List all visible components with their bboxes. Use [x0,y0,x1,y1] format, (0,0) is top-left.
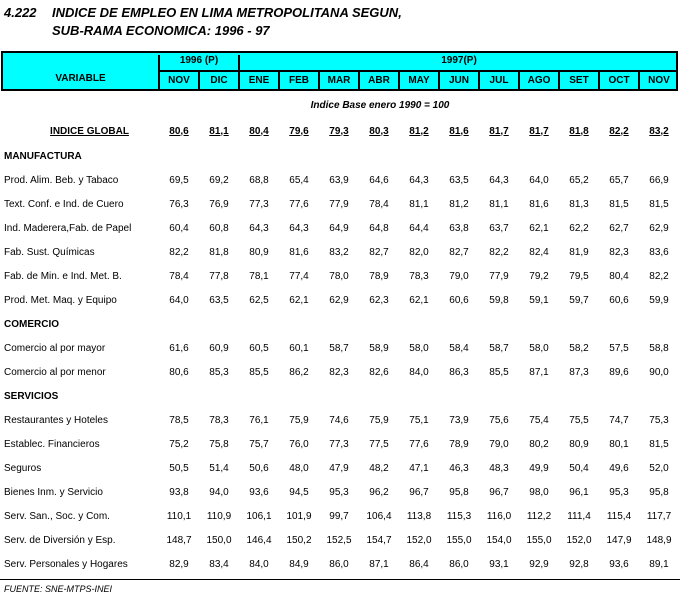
cell-value: 86,3 [449,366,469,378]
cell-value: 75,4 [529,414,549,426]
cell-value: 48,2 [369,462,389,474]
cell-value: 81,2 [449,198,469,210]
source-note: FUENTE: SNE-MTPS-INEI [4,584,113,594]
cell-value: 82,2 [609,125,629,137]
row-label: Serv. San., Soc. y Com. [4,510,110,522]
cell-value: 81,1 [209,125,229,137]
cell-value: 59,7 [569,294,589,306]
cell-value: 63,7 [489,222,509,234]
cell-value: 82,6 [369,366,389,378]
cell-value: 79,5 [569,270,589,282]
cell-value: 87,1 [369,558,389,570]
cell-value: 81,5 [649,438,669,450]
cell-value: 95,8 [449,486,469,498]
cell-value: 64,4 [409,222,429,234]
cell-value: 58,8 [649,342,669,354]
cell-value: 84,0 [409,366,429,378]
cell-value: 80,4 [249,125,269,137]
cell-value: 62,9 [649,222,669,234]
cell-value: 77,3 [329,438,349,450]
cell-value: 87,3 [569,366,589,378]
cell-value: 95,3 [609,486,629,498]
cell-value: 82,7 [369,246,389,258]
row-label: Seguros [4,462,42,474]
table-row [0,432,679,456]
cell-value: 82,3 [609,246,629,258]
cell-value: 93,8 [169,486,189,498]
row-label: Comercio al por menor [4,366,106,378]
cell-value: 81,8 [209,246,229,258]
cell-value: 48,3 [489,462,509,474]
table-row [0,360,679,384]
year-1996-header: 1996 (P) [158,55,238,71]
row-label: Fab. de Min. e Ind. Met. B. [4,270,122,282]
row-label: Comercio al por mayor [4,342,106,354]
cell-value: 64,0 [169,294,189,306]
cell-value: 74,6 [329,414,349,426]
row-label: SERVICIOS [4,390,59,402]
cell-value: 78,5 [169,414,189,426]
table-row [0,264,679,288]
cell-value: 81,1 [409,198,429,210]
cell-value: 106,4 [366,510,392,522]
cell-value: 96,1 [569,486,589,498]
cell-value: 147,9 [606,534,632,546]
cell-value: 68,8 [249,174,269,186]
cell-value: 75,1 [409,414,429,426]
month-header: NOV [158,72,198,89]
month-header: MAY [398,72,438,89]
cell-value: 60,8 [209,222,229,234]
cell-value: 110,9 [206,510,232,522]
cell-value: 82,9 [169,558,189,570]
cell-value: 64,8 [369,222,389,234]
cell-value: 62,1 [409,294,429,306]
cell-value: 81,7 [489,125,509,137]
cell-value: 75,9 [369,414,389,426]
cell-value: 77,6 [289,198,309,210]
section-header [0,312,679,336]
cell-value: 58,7 [329,342,349,354]
cell-value: 84,9 [289,558,309,570]
cell-value: 62,7 [609,222,629,234]
cell-value: 80,4 [609,270,629,282]
cell-value: 117,7 [646,510,672,522]
cell-value: 112,2 [526,510,552,522]
cell-value: 60,1 [289,342,309,354]
row-label: Restaurantes y Hoteles [4,414,108,426]
table-row [0,408,679,432]
cell-value: 83,6 [649,246,669,258]
cell-value: 51,4 [209,462,229,474]
cell-value: 81,8 [569,125,589,137]
cell-value: 113,8 [406,510,432,522]
row-label: Serv. de Diversión y Esp. [4,534,116,546]
cell-value: 81,1 [489,198,509,210]
cell-value: 146,4 [246,534,272,546]
cell-value: 82,2 [169,246,189,258]
cell-value: 77,9 [329,198,349,210]
table-row [0,528,679,552]
cell-value: 93,6 [609,558,629,570]
row-label: Establec. Financieros [4,438,100,450]
cell-value: 63,9 [329,174,349,186]
cell-value: 74,7 [609,414,629,426]
month-header: NOV [638,72,678,89]
cell-value: 76,1 [249,414,269,426]
cell-value: 59,9 [649,294,669,306]
data-table [0,118,679,576]
cell-value: 77,6 [409,438,429,450]
cell-value: 77,8 [209,270,229,282]
month-header: OCT [598,72,638,89]
cell-value: 58,9 [369,342,389,354]
cell-value: 80,9 [249,246,269,258]
cell-value: 64,3 [289,222,309,234]
cell-value: 83,4 [209,558,229,570]
cell-value: 94,5 [289,486,309,498]
cell-value: 81,5 [609,198,629,210]
row-label: Bienes Inm. y Servicio [4,486,103,498]
cell-value: 81,6 [529,198,549,210]
cell-value: 64,3 [409,174,429,186]
cell-value: 75,8 [209,438,229,450]
cell-value: 50,6 [249,462,269,474]
cell-value: 78,4 [169,270,189,282]
cell-value: 82,0 [409,246,429,258]
cell-value: 90,0 [649,366,669,378]
cell-value: 78,9 [449,438,469,450]
table-row [0,456,679,480]
month-header: JUL [478,72,518,89]
section-header [0,384,679,408]
cell-value: 152,5 [326,534,352,546]
cell-value: 81,6 [289,246,309,258]
cell-value: 57,5 [609,342,629,354]
cell-value: 82,2 [649,270,669,282]
cell-value: 87,1 [529,366,549,378]
cell-value: 98,0 [529,486,549,498]
table-row [0,216,679,240]
cell-value: 58,0 [529,342,549,354]
table-row [0,192,679,216]
cell-value: 86,2 [289,366,309,378]
cell-value: 92,9 [529,558,549,570]
row-label: Serv. Personales y Hogares [4,558,128,570]
cell-value: 62,9 [329,294,349,306]
cell-value: 77,4 [289,270,309,282]
month-header: JUN [438,72,478,89]
cell-value: 81,6 [449,125,469,137]
cell-value: 89,1 [649,558,669,570]
cell-value: 59,1 [529,294,549,306]
cell-value: 60,6 [449,294,469,306]
table-row [0,288,679,312]
month-header: SET [558,72,598,89]
cell-value: 66,9 [649,174,669,186]
cell-value: 69,2 [209,174,229,186]
cell-value: 59,8 [489,294,509,306]
cell-value: 65,2 [569,174,589,186]
cell-value: 60,6 [609,294,629,306]
cell-value: 82,2 [489,246,509,258]
cell-value: 62,1 [289,294,309,306]
cell-value: 148,9 [646,534,672,546]
cell-value: 82,7 [449,246,469,258]
row-label: Prod. Met. Maq. y Equipo [4,294,117,306]
cell-value: 64,0 [529,174,549,186]
row-label: Text. Conf. e Ind. de Cuero [4,198,124,210]
cell-value: 77,9 [489,270,509,282]
cell-value: 152,0 [406,534,432,546]
cell-value: 62,5 [249,294,269,306]
cell-value: 83,2 [329,246,349,258]
row-label: Ind. Maderera,Fab. de Papel [4,222,132,234]
cell-value: 58,7 [489,342,509,354]
cell-value: 155,0 [446,534,472,546]
cell-value: 76,0 [289,438,309,450]
month-header: DIC [198,72,238,89]
variable-header: VARIABLE [55,73,106,84]
cell-value: 89,6 [609,366,629,378]
cell-value: 63,8 [449,222,469,234]
cell-value: 81,7 [529,125,549,137]
cell-value: 81,5 [649,198,669,210]
month-header: ENE [238,72,278,89]
cell-value: 77,3 [249,198,269,210]
cell-value: 82,4 [529,246,549,258]
cell-value: 82,3 [329,366,349,378]
cell-value: 64,9 [329,222,349,234]
section-header [0,144,679,168]
month-header: MAR [318,72,358,89]
cell-value: 79,0 [449,270,469,282]
cell-value: 148,7 [166,534,192,546]
cell-value: 94,0 [209,486,229,498]
cell-value: 75,3 [649,414,669,426]
cell-value: 106,1 [246,510,272,522]
cell-value: 62,3 [369,294,389,306]
cell-value: 62,1 [529,222,549,234]
cell-value: 99,7 [329,510,349,522]
cell-value: 81,9 [569,246,589,258]
cell-value: 58,4 [449,342,469,354]
cell-value: 60,5 [249,342,269,354]
cell-value: 150,2 [286,534,312,546]
cell-value: 80,2 [529,438,549,450]
table-row [0,240,679,264]
cell-value: 84,0 [249,558,269,570]
cell-value: 115,3 [446,510,472,522]
cell-value: 154,0 [486,534,512,546]
cell-value: 79,0 [489,438,509,450]
cell-value: 76,9 [209,198,229,210]
cell-value: 75,2 [169,438,189,450]
cell-value: 81,2 [409,125,429,137]
title-line-1: INDICE DE EMPLEO EN LIMA METROPOLITANA SEGUN, [52,5,402,20]
cell-value: 52,0 [649,462,669,474]
cell-value: 83,2 [649,125,669,137]
month-header: ABR [358,72,398,89]
cell-value: 78,4 [369,198,389,210]
cell-value: 150,0 [206,534,232,546]
cell-value: 49,9 [529,462,549,474]
month-header: FEB [278,72,318,89]
title-line-2: SUB-RAMA ECONOMICA: 1996 - 97 [52,23,270,38]
base-note: Indice Base enero 1990 = 100 [310,100,450,111]
cell-value: 46,3 [449,462,469,474]
cell-value: 64,3 [249,222,269,234]
cell-value: 78,0 [329,270,349,282]
cell-value: 75,5 [569,414,589,426]
cell-value: 65,7 [609,174,629,186]
cell-value: 61,6 [169,342,189,354]
cell-value: 60,9 [209,342,229,354]
cell-value: 77,5 [369,438,389,450]
cell-value: 73,9 [449,414,469,426]
cell-value: 155,0 [526,534,552,546]
cell-value: 101,9 [286,510,312,522]
cell-value: 96,7 [409,486,429,498]
table-title [4,4,402,40]
row-label: Fab. Sust. Químicas [4,246,95,258]
table-row [0,552,679,576]
cell-value: 64,3 [489,174,509,186]
cell-value: 75,7 [249,438,269,450]
cell-value: 95,8 [649,486,669,498]
cell-value: 58,0 [409,342,429,354]
cell-value: 80,6 [169,366,189,378]
cell-value: 85,3 [209,366,229,378]
cell-value: 154,7 [366,534,392,546]
cell-value: 80,3 [369,125,389,137]
cell-value: 152,0 [566,534,592,546]
cell-value: 60,4 [169,222,189,234]
cell-value: 93,1 [489,558,509,570]
cell-value: 65,4 [289,174,309,186]
cell-value: 95,3 [329,486,349,498]
table-row [0,504,679,528]
cell-value: 50,5 [169,462,189,474]
cell-value: 85,5 [489,366,509,378]
row-label: MANUFACTURA [4,150,82,162]
cell-value: 79,2 [529,270,549,282]
cell-value: 64,6 [369,174,389,186]
cell-value: 111,4 [567,510,591,522]
cell-value: 80,6 [169,125,189,137]
cell-value: 49,6 [609,462,629,474]
table-row [0,480,679,504]
cell-value: 63,5 [449,174,469,186]
cell-value: 80,1 [609,438,629,450]
cell-value: 78,1 [249,270,269,282]
row-label: INDICE GLOBAL [50,125,129,137]
cell-value: 47,9 [329,462,349,474]
cell-value: 96,2 [369,486,389,498]
year-1997-header: 1997(P) [238,55,678,71]
global-index-row [0,118,679,144]
table-row [0,336,679,360]
table-number: 4.222 [4,5,37,20]
cell-value: 78,3 [209,414,229,426]
cell-value: 76,3 [169,198,189,210]
cell-value: 79,3 [329,125,349,137]
cell-value: 81,3 [569,198,589,210]
cell-value: 80,9 [569,438,589,450]
cell-value: 47,1 [409,462,429,474]
table-header [1,51,678,91]
cell-value: 75,6 [489,414,509,426]
cell-value: 78,3 [409,270,429,282]
cell-value: 96,7 [489,486,509,498]
cell-value: 92,8 [569,558,589,570]
bottom-rule [0,579,680,580]
cell-value: 62,2 [569,222,589,234]
cell-value: 50,4 [569,462,589,474]
cell-value: 86,0 [449,558,469,570]
row-label: COMERCIO [4,318,59,330]
month-header: AGO [518,72,558,89]
cell-value: 115,4 [606,510,632,522]
cell-value: 79,6 [289,125,309,137]
cell-value: 69,5 [169,174,189,186]
cell-value: 85,5 [249,366,269,378]
cell-value: 116,0 [486,510,512,522]
cell-value: 75,9 [289,414,309,426]
cell-value: 86,0 [329,558,349,570]
table-row [0,168,679,192]
cell-value: 63,5 [209,294,229,306]
cell-value: 86,4 [409,558,429,570]
row-label: Prod. Alim. Beb. y Tabaco [4,174,119,186]
cell-value: 93,6 [249,486,269,498]
cell-value: 58,2 [569,342,589,354]
cell-value: 110,1 [166,510,192,522]
cell-value: 78,9 [369,270,389,282]
cell-value: 48,0 [289,462,309,474]
